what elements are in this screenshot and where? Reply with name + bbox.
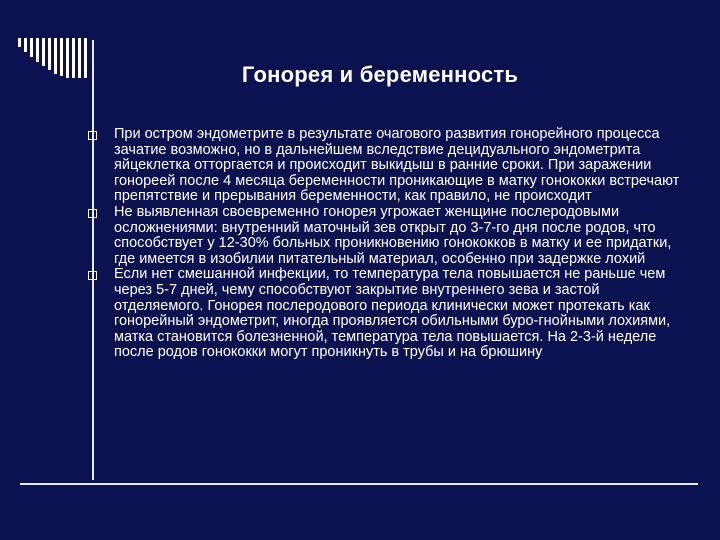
square-bullet-icon	[88, 131, 97, 140]
slide-title: Гонорея и беременность	[241, 62, 519, 87]
bullet-text: При остром эндометрите в результате очагового развития гонорейного процесса зачатие возможно, но в дальнейшем вследствие децидуального эндометрита яйцеклетка отторгается и происходит выкидыш в ранние сроки. При заражении гонореей после 4 месяца беременности проникающие в матку гонококки встречают препятствие и прерывания беременности, как правило, не происходит	[114, 126, 680, 205]
bullet-text: Если нет смешанной инфекции, то температура тела повышается не раньше чем через 5-7 дней, чему способствуют закрытие внутреннего зева и застой отделяемого. Гонорея послеродового периода клинически может протекать как гонорейный эндометрит, иногда проявляется обильными буро-гнойными лохиями, матка становится болезненной, температура тела повышается. На 2-3-й неделе после родов гонококки могут проникнуть в трубы и на брюшину	[114, 266, 671, 361]
bullet-text: Не выявленная своевременно гонорея угрожает женщине послеродовыми осложнениями: внутренний маточный зев открыт до 3-7-го дня после родов, что способствует у 12-30% больных проникновению гонококков в матку и ее придатки, где имеется в изобилии питательный материал, особенно при задержке лохий	[114, 203, 672, 267]
horizontal-rule	[20, 483, 698, 485]
square-bullet-icon	[88, 209, 97, 218]
bullet-item-3	[88, 267, 688, 361]
square-bullet-icon	[88, 271, 97, 280]
bullet-list	[88, 127, 688, 361]
bullet-item-2	[88, 205, 688, 267]
bullet-item-1	[88, 127, 688, 205]
